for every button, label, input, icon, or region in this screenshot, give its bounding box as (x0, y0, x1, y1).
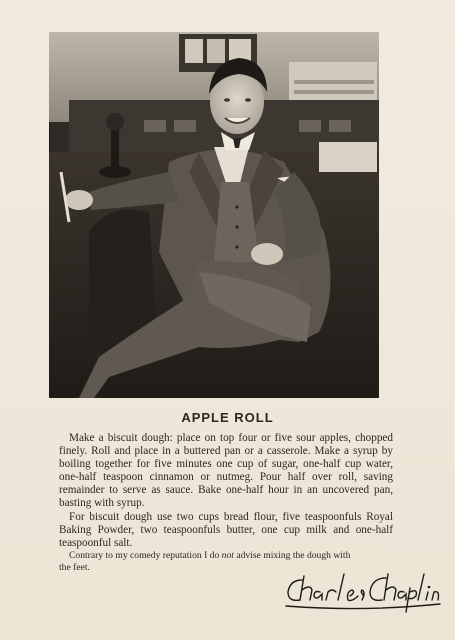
note-emphasis: not (221, 550, 234, 561)
note-text-after: advise mixing the dough with the feet. (59, 550, 351, 573)
recipe-title: APPLE ROLL (181, 410, 274, 425)
recipe-body (59, 432, 393, 550)
handwritten-signature (282, 566, 442, 614)
portrait-photo (49, 32, 379, 398)
recipe-paragraph-2: For biscuit dough use two cups bread flour, five teaspoonfuls Royal Baking Powder, two teaspoonfuls butter, one cup milk and one-half teaspoonful salt. (59, 510, 393, 549)
note-text-before: Contrary to my comedy reputation I do (69, 550, 222, 561)
recipe-paragraph-1: Make a biscuit dough: place on top four or five sour apples, chopped finely. Roll and place in a buttered pan or a casserole. Make a syrup by boiling together for five minutes one cup of sugar, one-half cup water, one-half teaspoon cinnamon or nutmeg. Pour half over roll, saving remainder to serve as sauce. Bake one-half hour in an uncovered pan, basting with syrup. (59, 432, 393, 510)
